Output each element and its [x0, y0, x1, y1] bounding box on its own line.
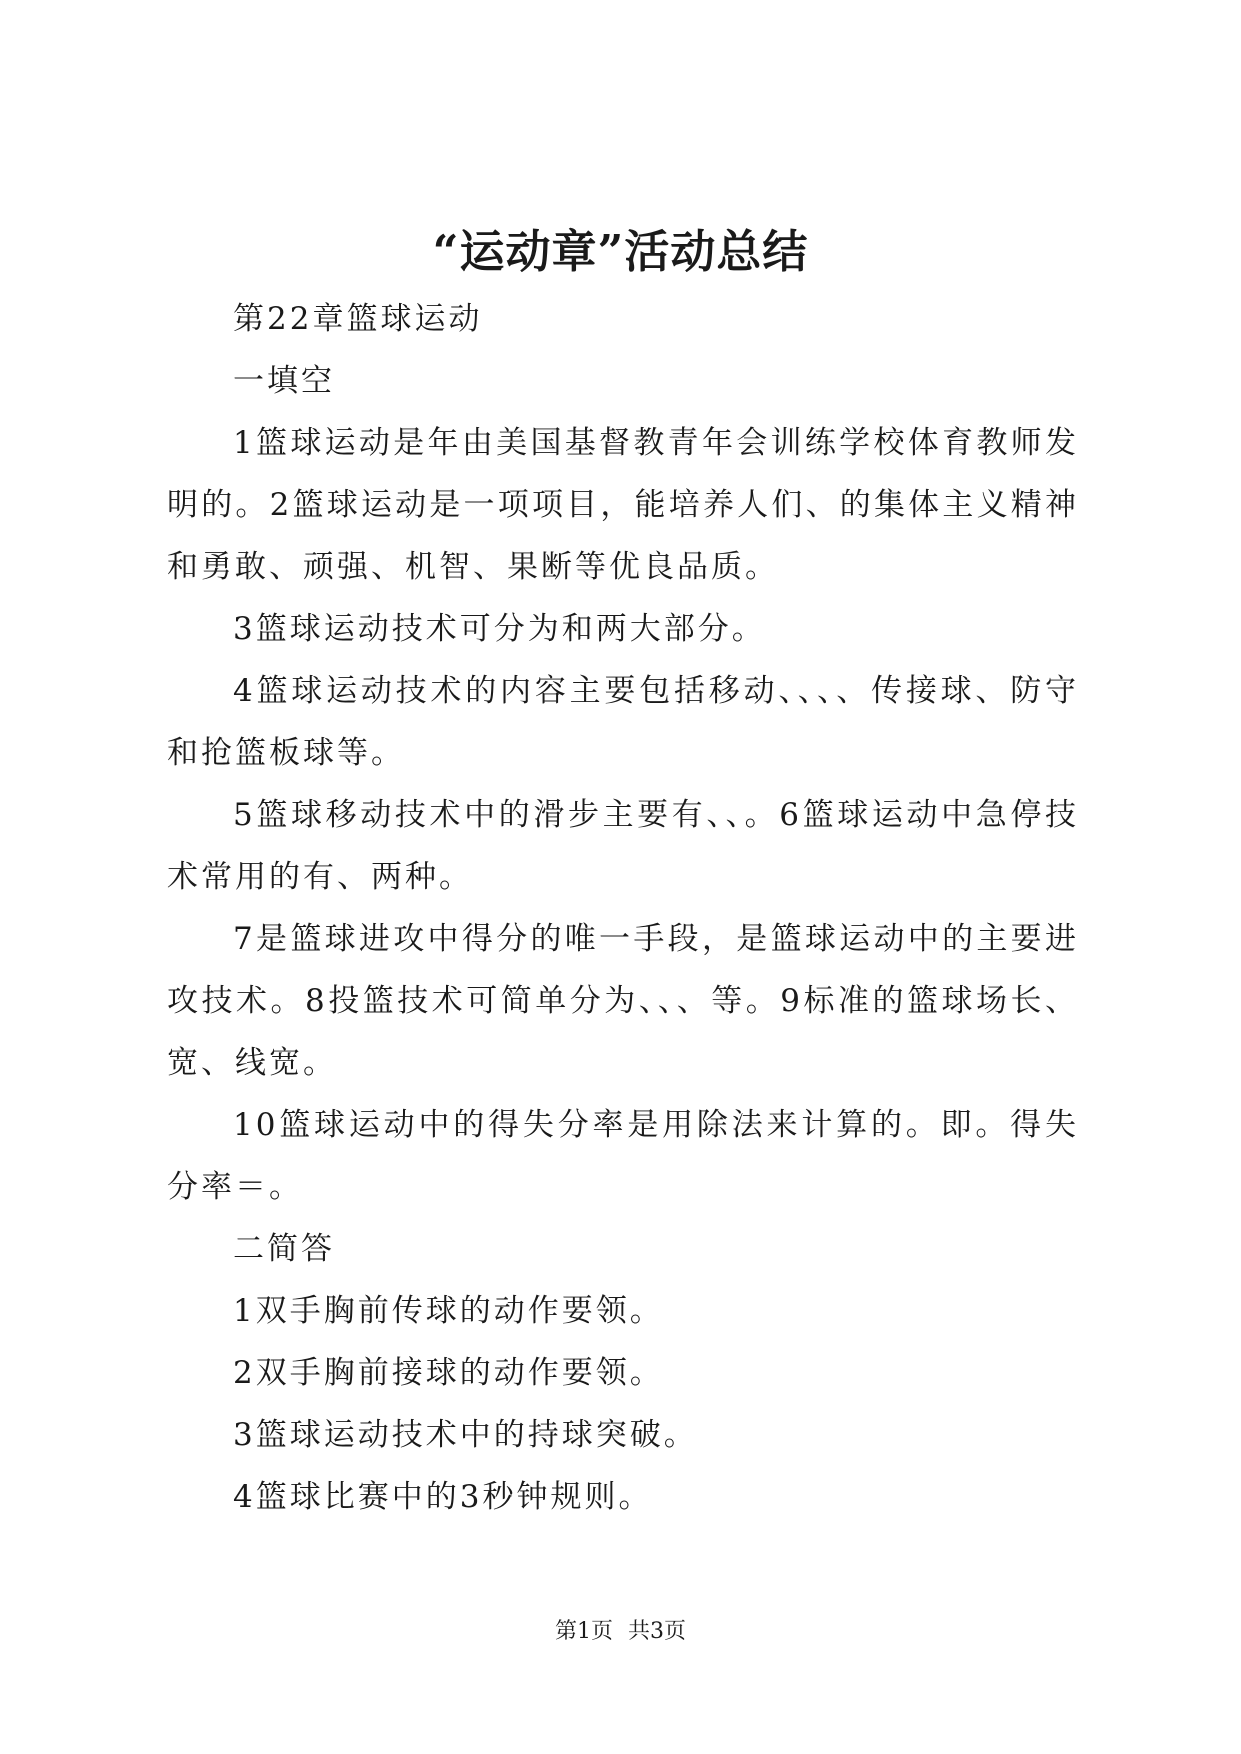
section-heading-fill-blank: 一填空: [233, 363, 335, 399]
paragraph: 5篮球移动技术中的滑步主要有、、。6篮球运动中急停技术常用的有、两种。: [167, 797, 1079, 895]
paragraph: 10篮球运动中的得失分率是用除法来计算的。即。得失分率＝。: [167, 1107, 1079, 1205]
question-item: 2双手胸前接球的动作要领。: [233, 1355, 664, 1391]
document-body: [167, 288, 1079, 1528]
current-page-number: 第1页: [555, 1619, 613, 1644]
paragraph: 7是篮球进攻中得分的唯一手段，是篮球运动中的主要进攻技术。8投篮技术可简单分为、、、等。9标准的篮球场长、宽、线宽。: [167, 921, 1079, 1081]
question-item: 4篮球比赛中的3秒钟规则。: [233, 1479, 653, 1515]
page-footer: [0, 1617, 1241, 1647]
chapter-heading: 第22章篮球运动: [233, 301, 483, 337]
document-title: “运动章”活动总结: [432, 225, 809, 278]
paragraph: 1篮球运动是年由美国基督教青年会训练学校体育教师发明的。2篮球运动是一项项目，能培养人们、的集体主义精神和勇敢、顽强、机智、果断等优良品质。: [167, 425, 1079, 585]
question-item: 1双手胸前传球的动作要领。: [233, 1293, 664, 1329]
section-heading-short-answer: 二简答: [233, 1231, 335, 1267]
total-page-count: 共3页: [628, 1619, 686, 1644]
paragraph: 4篮球运动技术的内容主要包括移动、、、、传接球、防守和抢篮板球等。: [167, 673, 1079, 771]
paragraph: 3篮球运动技术可分为和两大部分。: [233, 611, 766, 647]
question-item: 3篮球运动技术中的持球突破。: [233, 1417, 698, 1453]
